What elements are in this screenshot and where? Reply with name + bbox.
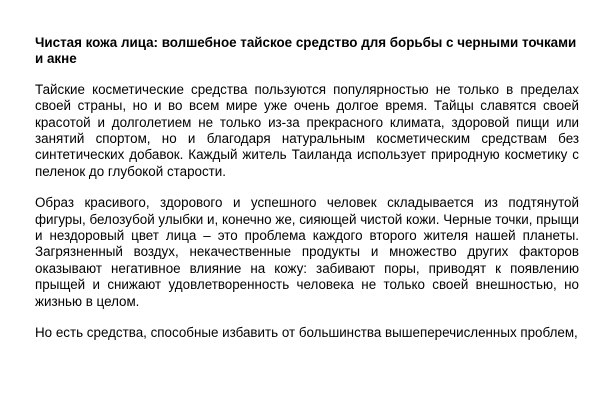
- document-title: Чистая кожа лица: волшебное тайское средство для борьбы с черными точками и акне: [35, 35, 577, 67]
- paragraph-2: Образ красивого, здорового и успешного человек складывается из подтянутой фигуры, белозубой улыбки и, конечно же, сияющей чистой кожи. Черные точки, прыщи и нездоровый цвет лица – это проблема каждого второго жителя нашей планеты. Загрязненный воздух, некачественные продукты и множество других факторов оказывают негативное влияние на кожу: забивают поры, приводят к появлению прыщей и снижают удовлетворенность человека не только своей внешностью, но жизнью в целом.: [35, 195, 579, 309]
- document-page: [35, 35, 579, 342]
- paragraph-1: Тайские косметические средства пользуются популярностью не только в пределах своей страны, но и во всем мире уже очень долгое время. Тайцы славятся своей красотой и долголетием не только из-за прекрасного климата, здоровой пищи или занятий спортом, но и благодаря натуральным косметическим средствам без синтетических добавок. Каждый житель Таиланда использует природную косметику с пеленок до глубокой старости.: [35, 81, 579, 179]
- paragraph-3: Но есть средства, способные избавить от большинства вышеперечисленных проблем,: [35, 325, 578, 341]
